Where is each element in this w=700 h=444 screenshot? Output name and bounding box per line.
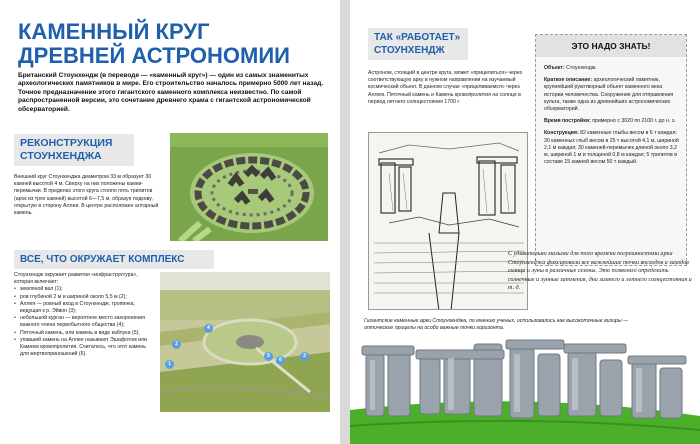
works-heading-line-2: СТОУНХЕНДЖ: [374, 45, 445, 56]
list-item: • небольшой курган — вероятное место захоронения важного члена первобытного общества (4);: [14, 315, 156, 329]
stonehenge-reconstruction-image: [170, 133, 328, 241]
reconstruction-illustration: [170, 133, 328, 241]
image-caption: Гигантские каменные арки Стоунхенджа, по мнению ученых, использовались как высокоточные визиры — оптические прицелы на особо важные точки горизонта.: [364, 318, 629, 331]
reconstruction-heading-line-1: РЕКОНСТРУКЦИЯ: [20, 137, 113, 149]
list-item: • ров глубиной 2 м и шириной около 5,5 м (2);: [14, 294, 156, 301]
works-heading: [368, 28, 468, 60]
surroundings-text: [14, 272, 156, 358]
fact-description-label: Краткое описание:: [544, 77, 593, 84]
fact-object-label: Объект:: [544, 65, 565, 71]
fact-box-text: [544, 65, 682, 171]
aerial-landscape: [160, 272, 330, 412]
works-text: Астроном, стоящий в центре круга, может «прицелиться» через соответствующую арку в нужном направлении на изучаемый космический объект. В данном случае «прицеливаемся» через Аллею. Пяточный камень и Камень кровопролития на солнце в период летнего солнцестояния 1700 г.: [368, 70, 523, 105]
right-page: [350, 0, 700, 444]
fact-description: [544, 77, 682, 113]
fact-object: [544, 65, 682, 72]
list-item: • Аллея — ровный вход в Стоунхендж, тропинка, ведущая к р. Эйвон (3);: [14, 301, 156, 315]
fact-box: [535, 34, 687, 266]
list-item: • земляной вал (1);: [14, 286, 156, 293]
fact-construction-value: 82 каменные глыбы весом в 6 т каждая; 30 каменных глыб весом в 25 т высотой 4,1 м, шириной 2,1 м каждая; 30 каменей-перемычек длиной около 3,2 м, шириной 1 м и толщиной 0,8 м каждая; 5 трилитов в составе 15 камней весом 50 т каждый.: [544, 130, 679, 166]
surroundings-heading: ВСЕ, ЧТО ОКРУЖАЕТ КОМПЛЕКС: [14, 250, 214, 269]
page-gutter: [340, 0, 350, 444]
fact-time-label: Время постройки:: [544, 118, 591, 125]
marker-5: 5: [264, 352, 273, 361]
stonehenge-arches-illustration: [350, 330, 700, 444]
fact-box-heading: ЭТО НАДО ЗНАТЬ!: [536, 35, 686, 57]
engraving-illustration: [368, 132, 528, 310]
fact-object-value: Стоунхендж.: [566, 65, 597, 71]
reconstruction-heading: [14, 134, 134, 166]
marker-1: 1: [165, 360, 174, 369]
works-heading-line-1: ТАК «РАБОТАЕТ»: [374, 32, 461, 43]
fact-time: [544, 118, 682, 125]
title-line-2: ДРЕВНЕЙ АСТРОНОМИИ: [18, 43, 290, 68]
marker-3: 3: [300, 352, 309, 361]
fact-description-value: археологический памятник, крупнейший рукотворный объект каменного века истории человечества. Сооружение для отправления культа, также одна из древнейших астрономических обсерваторий.: [544, 77, 674, 113]
reconstruction-heading-line-2: СТОУНХЕНДЖА: [20, 150, 102, 162]
marker-4: 4: [204, 324, 213, 333]
marker-6: 6: [276, 356, 285, 365]
fact-construction-label: Конструкция:: [544, 130, 579, 137]
left-page: [0, 0, 340, 444]
title-line-1: КАМЕННЫЙ КРУГ: [18, 19, 210, 44]
page-title: [18, 20, 328, 68]
arches-drawing: [350, 330, 700, 444]
marker-2: 2: [172, 340, 181, 349]
list-item: • упавший камень на Аллее называют Эшафотом или Камнем кровопролития. Считалось, что этот камень для жертвоприношений (6).: [14, 337, 156, 359]
surroundings-list: [14, 286, 156, 358]
handwritten-note: С удивительно малыми для того времени погрешностями арки Стоунхенджа фиксировали все важнейшие точки восходов и заходов солнца и луны в различные сезоны. Это позволяло определить солнечные и лунные затмения, дни зимнего и летнего солнцестояния и т. д.: [508, 251, 692, 292]
engraving-drawing: [369, 133, 528, 310]
fact-time-value: примерно с 3020 по 2100 г. до н. э.: [592, 118, 676, 125]
list-item: • Пяточный камень, или камень в виде каблука (5);: [14, 330, 156, 337]
fact-construction: [544, 130, 682, 166]
surroundings-intro: Стоунхендж окружает развитая «инфраструктура», которая включает:: [14, 272, 138, 286]
reconstruction-text: Внешний круг Стоунхенджа диаметром 33 м образует 30 камней высотой 4 м. Сверху на них положены камни-перемычки. В пределах этого круга стояло пять трилитов (арок из трех камней) высотой 6—7,5 м, образуя подкову, открытую в сторону Аллеи. В центре расположен алтарный камень.: [14, 174, 159, 217]
aerial-photo: [160, 272, 330, 412]
intro-paragraph: Британский Стоунхендж (в переводе — «каменный круг») — один из самых знаменитых археологических памятников в мире. Его строительство началось примерно 5000 лет назад. Точное предназначение этого гигантского каменного комплекса неизвестно. По самой распространенной версии, это сочетание древнего храма с гигантской астрономической обсерваторией.: [18, 72, 324, 113]
